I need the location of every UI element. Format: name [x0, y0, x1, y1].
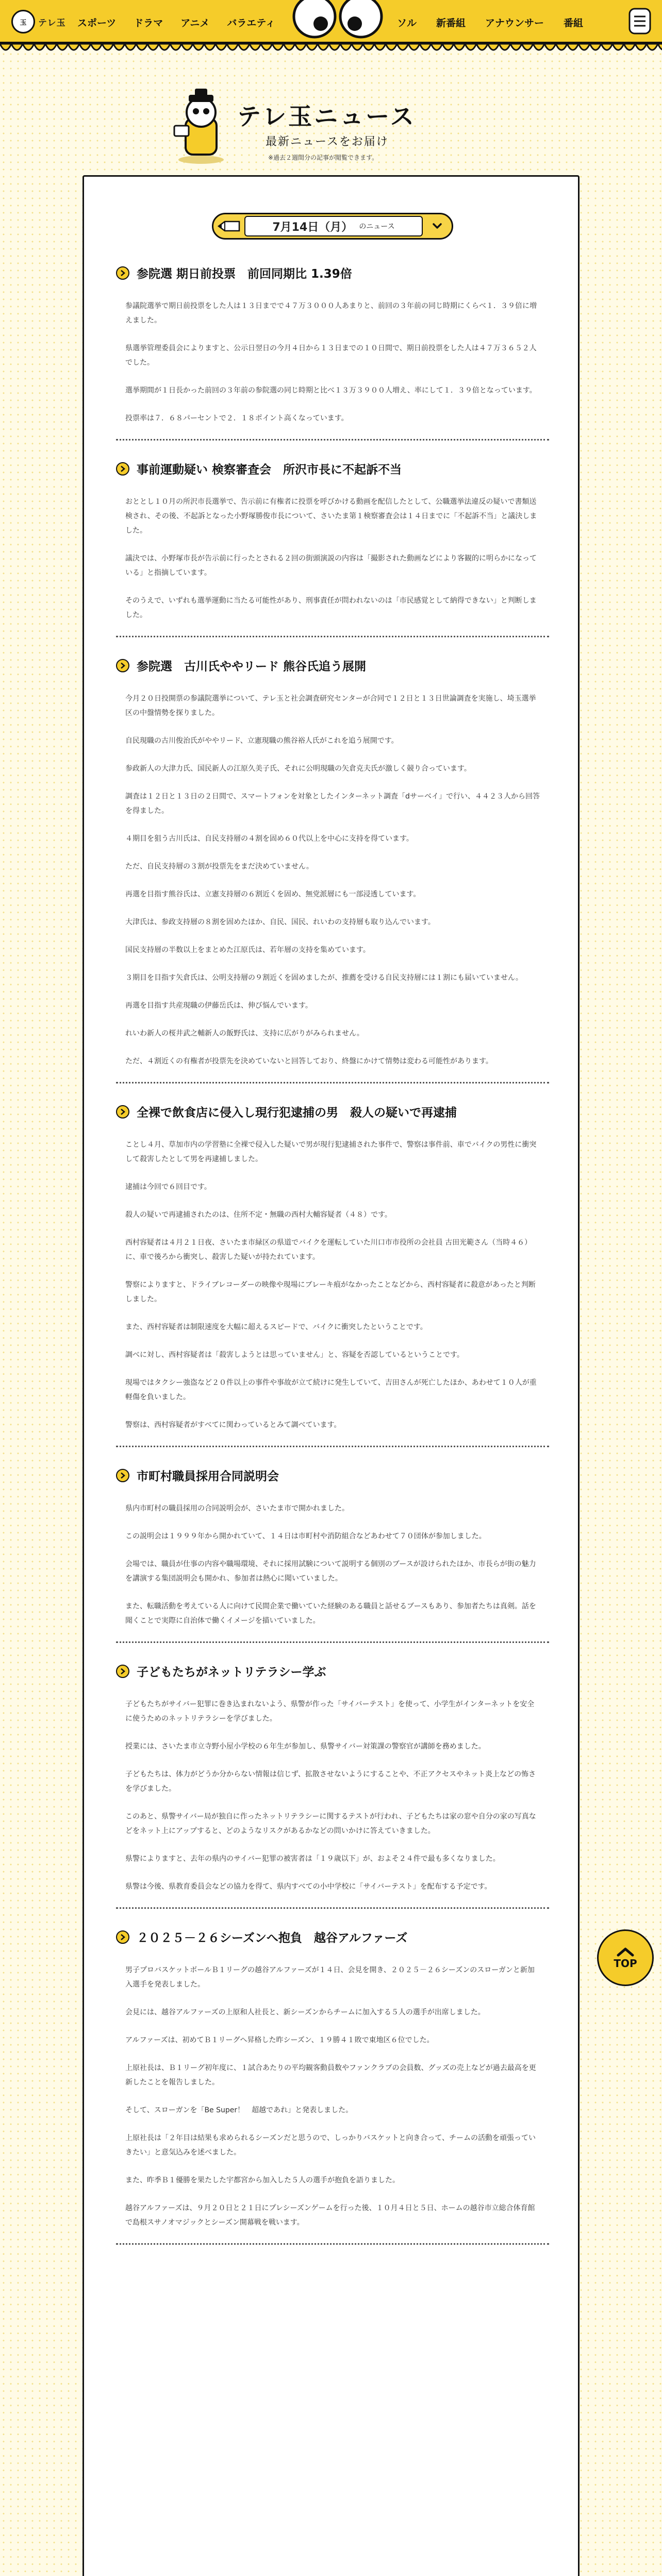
- article-paragraph: 調査は１２日と１３日の２日間で、スマートフォンを対象としたインターネット調査「dサーベイ」で行い、４４２３人から回答を得ました。: [125, 792, 540, 815]
- nav-variety[interactable]: バラエティ: [227, 18, 275, 29]
- article-paragraph: 越谷アルファーズは、９月２０日と２１日にプレシーズンゲームを行った後、１０月４日と５日、ホームの越谷市立総合体育館で島根スサノオマジックとシーズン開幕戦を戦います。: [125, 2204, 535, 2227]
- news-card: [82, 175, 580, 2576]
- article-paragraph: 参政新人の大津力氏、国民新人の江原久美子氏、それに公明現職の矢倉克夫氏が激しく競り合っています。: [125, 765, 471, 773]
- article-paragraph: ただ、自民支持層の３割が投票先をまだ決めていません。: [125, 862, 313, 871]
- article-paragraph: 会場では、職員が仕事の内容や職場環境、それに採用試験について説明する個別のブースが設けられたほか、市長らが街の魅力を講演する集団説明会も開かれ、参加者は熱心に聞いていました。: [125, 1560, 536, 1583]
- site-logo[interactable]: [11, 9, 68, 34]
- article-divider: [116, 636, 549, 637]
- article-paragraph: 警察によりますと、ドライブレコーダーの映像や現場にブレーキ痕がなかったことなどから、西村容疑者に殺意があったと判断しました。: [125, 1281, 536, 1303]
- news-article: [116, 1663, 549, 1909]
- main-nav-left: [77, 15, 275, 29]
- page-title: テレ玉ニュース: [237, 103, 416, 130]
- chevron-right-icon: [116, 1665, 129, 1678]
- date-display[interactable]: [244, 216, 423, 236]
- article-paragraph: れいわ新人の桜井武之輔新人の飯野氏は、支持に広がりがみられません。: [125, 1029, 364, 1038]
- article-paragraph: 西村容疑者は４月２１日夜、さいたま市緑区の県道でバイクを運転していた川口市市役所の会社員 古田光範さん（当時４６）に、車で後ろから衝突し、殺害した疑いが持たれています。: [125, 1239, 532, 1261]
- article-list: [116, 264, 549, 2264]
- article-paragraph: この説明会は１９９９年から開かれていて、１４日は市町村や消防組合などあわせて７０団体が参加しました。: [125, 1532, 486, 1540]
- article-paragraph: 子どもたちがサイバー犯罪に巻き込まれないよう、県警が作った「サイバーテスト」を使って、小学生がインターネットを安全に使うためのネットリテラシーを学びました。: [125, 1700, 535, 1723]
- header-scallop: [0, 44, 662, 55]
- article-paragraph: そのうえで、いずれも選挙運動に当たる可能性があり、刑事責任が問われないのは「市民感覚として納得できない」と判断しました。: [125, 597, 537, 619]
- hamburger-icon[interactable]: [628, 7, 652, 35]
- article-title: 参院選 古川氏ややリード 熊谷氏追う展開: [137, 660, 367, 673]
- article-paragraph: 殺人の疑いで再逮捕されたのは、住所不定・無職の西村大輔容疑者（４８）です。: [125, 1211, 392, 1219]
- nav-drama[interactable]: ドラマ: [134, 18, 163, 29]
- article-paragraph: 県選挙管理委員会によりますと、公示日翌日の今月４日から１３日までの１０日間で、期日前投票をした人は４７万３６５２人でした。: [125, 344, 537, 367]
- article-heading[interactable]: [116, 657, 549, 674]
- nav-programs[interactable]: 番組: [564, 18, 584, 29]
- article-heading[interactable]: [116, 1663, 549, 1680]
- article-paragraph: 大津氏は、参政支持層の８割を固めたほか、自民、国民、れいわの支持層も取り込んでいます。: [125, 918, 435, 926]
- news-article: [116, 1928, 549, 2245]
- article-title: 子どもたちがネットリテラシー学ぶ: [137, 1666, 326, 1679]
- article-divider: [116, 1641, 549, 1643]
- nav-anime[interactable]: アニメ: [180, 18, 210, 29]
- article-paragraph: ３期目を目指す矢倉氏は、公明支持層の９割近くを固めましたが、推薦を受ける自民支持層には１割にも届いていません。: [125, 974, 523, 982]
- selected-date: 7月14日（月）: [272, 221, 353, 234]
- article-paragraph: 県内市町村の職員採用の合同説明会が、さいたま市で開かれました。: [125, 1504, 349, 1513]
- article-heading[interactable]: [116, 460, 549, 477]
- nav-solution[interactable]: ソル: [397, 18, 417, 29]
- pencil-icon: [213, 214, 244, 238]
- chevron-right-icon: [116, 1105, 129, 1118]
- mascot-icon: [170, 88, 232, 165]
- article-paragraph: 県警によりますと、去年の県内のサイバー犯罪の被害者は「１９歳以下」が、およそ２４件で最も多くなりました。: [125, 1855, 500, 1863]
- article-paragraph: 再選を目指す熊谷氏は、立憲支持層の６割近くを固め、無党派層にも一部浸透しています。: [125, 890, 421, 899]
- back-to-top-button[interactable]: [597, 1929, 654, 1986]
- article-divider: [116, 1907, 549, 1909]
- mascot-eyes-icon: [289, 0, 387, 41]
- article-paragraph: また、昨季Ｂ１優勝を果たした宇都宮から加入した５人の選手が抱負を語りました。: [125, 2176, 400, 2184]
- news-article: [116, 1103, 549, 1447]
- article-divider: [116, 1446, 549, 1447]
- article-paragraph: ことし４月、草加市内の学習塾に全裸で侵入した疑いで男が現行犯逮捕された事件で、警察は事件前、車でバイクの男性に衝突して殺害したとして男を再逮捕しました。: [125, 1141, 537, 1163]
- article-paragraph: アルファーズは、初めてＢ１リーグへ昇格した昨シーズン、１９勝４１敗で東地区６位でした。: [125, 2036, 434, 2044]
- article-paragraph: また、転職活動を考えている人に向けて民間企業で働いていた経験のある職員と話せるブースもあり、参加者たちは真剣。話を聞くことで実際に自治体で働くイメージを描いていました。: [125, 1602, 536, 1625]
- logo-mark: 玉: [11, 10, 35, 33]
- article-paragraph: 自民現職の古川俊治氏がややリード、立憲現職の熊谷裕人氏がこれを追う展開です。: [125, 737, 399, 745]
- article-paragraph: 今月２０日投開票の参議院選挙について、テレ玉と社会調査研究センターが合同で１２日と１３日世論調査を実施し、埼玉選挙区の中盤情勢を探りました。: [125, 694, 536, 717]
- main-nav-right: [397, 15, 583, 29]
- article-paragraph: 投票率は７．６８パーセントで２．１８ポイント高くなっています。: [125, 414, 349, 422]
- logo-text: テレ玉: [38, 18, 66, 28]
- article-paragraph: 会見には、越谷アルファーズの上原和人社長と、新シーズンからチームに加入する５人の選手が出席しました。: [125, 2008, 485, 2016]
- article-paragraph: 議決では、小野塚市長が告示前に行ったとされる２回の街頭演説の内容は「撮影された動画などにより客観的に明らかになっている」と指摘しています。: [125, 554, 537, 577]
- site-header: [0, 0, 662, 70]
- article-paragraph: 再選を目指す共産現職の伊藤岳氏は、伸び悩んでいます。: [125, 1002, 312, 1010]
- article-heading[interactable]: [116, 1103, 549, 1120]
- article-title: 全裸で飲食店に侵入し現行犯逮捕の男 殺人の疑いで再逮捕: [137, 1106, 457, 1120]
- article-paragraph: 参議院選挙で期日前投票をした人は１３日までで４７万３０００人あまりと、前回の３年前の同じ時期にくらべ１．３９倍に増えました。: [125, 302, 537, 325]
- chevron-right-icon: [116, 462, 129, 476]
- article-divider: [116, 1082, 549, 1083]
- article-divider: [116, 439, 549, 440]
- news-article: [116, 1467, 549, 1643]
- article-paragraph: そして、スローガンを「Be Super！ 超越であれ」と発表しました。: [125, 2106, 353, 2114]
- article-paragraph: 子どもたちは、体力がどうか分からない情報は信じず、拡散させないようにすることや、不正アクセスやネット炎上などの怖さを学びました。: [125, 1770, 536, 1793]
- chevron-down-icon[interactable]: [423, 214, 452, 238]
- chevron-right-icon: [116, 1930, 129, 1944]
- article-paragraph: 授業には、さいたま市立寺野小屋小学校の６年生が参加し、県警サイバー対策課の警察官が講師を務めました。: [125, 1742, 486, 1751]
- article-paragraph: 男子プロバスケットボールＢ１リーグの越谷アルファーズが１４日、会見を開き、２０２５－２６シーズンのスローガンと新加入選手を発表しました。: [125, 1966, 535, 1989]
- article-paragraph: また、西村容疑者は制限速度を大幅に超えるスピードで、バイクに衝突したということです。: [125, 1323, 427, 1331]
- chevron-right-icon: [116, 266, 129, 280]
- article-heading[interactable]: [116, 1928, 549, 1945]
- article-title: 市町村職員採用合同説明会: [137, 1470, 279, 1483]
- article-paragraph: ４期目を狙う古川氏は、自民支持層の４割を固め６０代以上を中心に支持を得ています。: [125, 835, 413, 843]
- article-paragraph: ただ、４割近くの有権者が投票先を決めていないと回答しており、終盤にかけて情勢は変わる可能性があります。: [125, 1057, 493, 1065]
- article-paragraph: 現場ではタクシー強盗など２０件以上の事件や事故が立て続けに発生していて、吉田さんが死亡したほか、あわせて１０人が重軽傷を負いました。: [125, 1379, 537, 1401]
- chevron-right-icon: [116, 1469, 129, 1482]
- article-heading[interactable]: [116, 264, 549, 281]
- article-paragraph: 県警は今後、県教育委員会などの協力を得て、県内すべての小中学校に「サイバーテスト」を配布する予定です。: [125, 1883, 492, 1891]
- chevron-up-icon: [615, 1946, 636, 1957]
- article-title: 事前運動疑い 検察審査会 所沢市長に不起訴不当: [137, 463, 402, 477]
- article-paragraph: このあと、県警サイバー局が独自に作ったネットリテラシーに関するテストが行われ、子どもたちは家の窓や自分の家の写真などをネット上にアップすると、どのようなリスクがあるかなどの問いかけに答えていきました。: [125, 1812, 536, 1835]
- article-paragraph: 警察は、西村容疑者がすべてに関わっているとみて調べています。: [125, 1421, 341, 1429]
- nav-sports[interactable]: スポーツ: [77, 18, 117, 29]
- date-selector[interactable]: [212, 213, 453, 240]
- news-article: [116, 264, 549, 440]
- news-article: [116, 657, 549, 1083]
- article-heading[interactable]: [116, 1467, 549, 1484]
- news-article: [116, 460, 549, 637]
- article-paragraph: 上原社長は「２年目は結果も求められるシーズンだと思うので、しっかりバスケットと向き合って、チームの活動を頑張っていきたい」と意気込みを述べました。: [125, 2134, 536, 2157]
- nav-announcer[interactable]: アナウンサー: [485, 18, 544, 29]
- nav-new-programs[interactable]: 新番組: [436, 18, 466, 29]
- article-divider: [116, 2243, 549, 2245]
- date-suffix: のニュース: [359, 223, 395, 231]
- page-subtitle: 最新ニュースをお届け: [266, 135, 389, 148]
- article-paragraph: 選挙期間が１日長かった前回の３年前の参院選の同じ時期と比べ１３万３９００人増え、率にして１．３９倍となっています。: [125, 386, 537, 395]
- article-paragraph: 上原社長は、Ｂ１リーグ初年度に、１試合あたりの平均観客動員数やファンクラブの会員数、グッズの売上などが過去最高を更新したことを報告しました。: [125, 2064, 536, 2087]
- top-button-label: TOP: [614, 1957, 637, 1970]
- chevron-right-icon: [116, 659, 129, 672]
- article-paragraph: 調べに対し、西村容疑者は「殺害しようとは思っていません」と、容疑を否認しているということです。: [125, 1351, 464, 1359]
- article-paragraph: 逮捕は今回で６回目です。: [125, 1183, 211, 1191]
- archive-note: ※過去２週間分の記事が閲覧できます。: [268, 154, 378, 161]
- article-paragraph: 国民支持層の半数以上をまとめた江原氏は、若年層の支持を集めています。: [125, 946, 370, 954]
- article-title: ２０２５－２６シーズンへ抱負 越谷アルファーズ: [137, 1931, 408, 1945]
- article-title: 参院選 期日前投票 前回同期比 1.39倍: [137, 267, 352, 281]
- article-paragraph: おととし１０月の所沢市長選挙で、告示前に有権者に投票を呼びかける動画を配信したとして、公職選挙法違反の疑いで書類送検され、その後、不起訴となった小野塚勝俊市長について、さいたま第１検察審査会は１４日までに「不起訴不当」と議決しました。: [125, 498, 537, 535]
